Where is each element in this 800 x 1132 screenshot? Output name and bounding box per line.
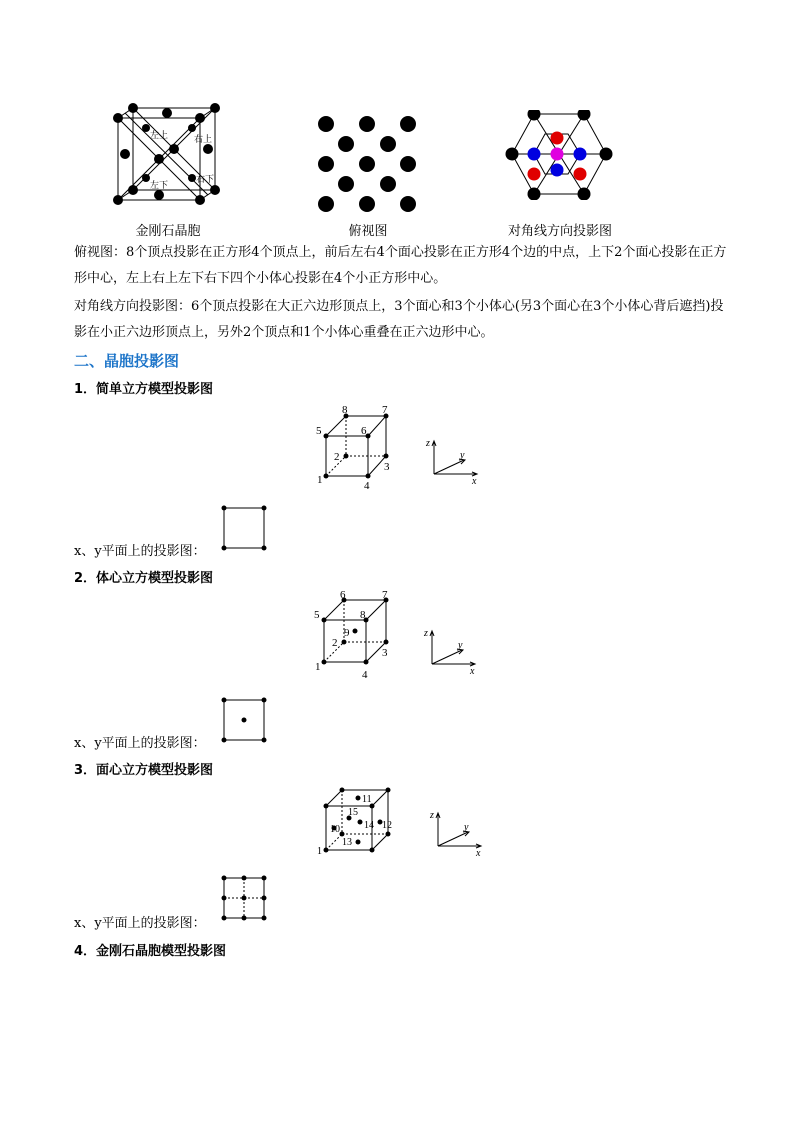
bcc-xy-label: x、y平面上的投影图：: [74, 736, 206, 751]
atom-label: 4: [364, 480, 370, 490]
atom-label: 6: [361, 425, 367, 437]
axis-label-x: x: [476, 848, 481, 856]
section-heading: 二、晶胞投影图: [74, 352, 180, 370]
atom-label: 4: [362, 669, 368, 680]
top-view-figure: [312, 112, 424, 216]
fcc-xy-projection: [218, 874, 270, 924]
diamond-section-title: 4．金刚石晶胞模型投影图: [74, 944, 227, 959]
axis-label-z: z: [426, 438, 430, 449]
diagonal-paragraph: 对角线方向投影图：6个顶点投影在大正六边形顶点上，3个面心和3个小体心(另3个面心在3个小体心背后遮挡)投影在小正六边形顶点上，另外2个顶点和1个小体心重叠在正六边形中心。: [74, 299, 724, 340]
simple-cubic-title: 1．简单立方模型投影图: [74, 382, 214, 397]
fcc-figure: [314, 782, 406, 856]
atom-label: 2: [332, 637, 338, 649]
atom-label: 3: [384, 461, 390, 473]
atom-label: 1: [317, 846, 322, 856]
atom-label: 8: [360, 609, 366, 621]
simple-cubic-figure: [314, 402, 404, 490]
atom-label: 8: [342, 404, 348, 416]
atom-label: 7: [382, 404, 388, 416]
diamond-caption: 金刚石晶胞: [135, 224, 201, 239]
fcc-xy-label: x、y平面上的投影图：: [74, 916, 206, 931]
label-upper-left: 左上: [150, 130, 169, 140]
atom-label: 3: [382, 647, 388, 659]
axis-label-y: y: [460, 450, 465, 461]
bcc-figure: [312, 590, 404, 680]
diagonal-caption: 对角线方向投影图: [507, 224, 612, 239]
axes-icon: [422, 624, 482, 674]
simple-cubic-xy-label: x、y平面上的投影图：: [74, 544, 206, 559]
bcc-title: 2．体心立方模型投影图: [74, 571, 214, 586]
top-view-caption: 俯视图: [348, 224, 388, 239]
atom-label: 1: [317, 474, 323, 486]
atom-label: 7: [382, 590, 388, 601]
atom-label: 12: [382, 820, 392, 831]
atom-label: 10: [330, 824, 340, 835]
axis-label-z: z: [424, 628, 428, 639]
atom-label: 6: [340, 590, 346, 601]
axes-icon: [428, 806, 488, 856]
label-lower-left: 左下: [150, 180, 169, 190]
atom-label: 11: [362, 794, 372, 805]
atom-label: 5: [316, 425, 322, 437]
atom-label: 1: [315, 661, 321, 673]
atom-label: 5: [314, 609, 320, 621]
atom-label: 15: [348, 807, 358, 818]
label-lower-right: 右下: [196, 174, 215, 184]
label-upper-right: 右上: [194, 134, 213, 144]
diamond-cell-figure: [108, 100, 228, 212]
atom-label: 14: [364, 820, 374, 831]
axis-label-y: y: [464, 822, 469, 833]
atom-label: 2: [334, 451, 340, 463]
axis-label-x: x: [470, 666, 475, 674]
axis-label-x: x: [472, 476, 477, 484]
atom-label: 13: [342, 837, 352, 848]
bcc-xy-projection: [218, 696, 270, 746]
axes-icon: [424, 434, 484, 484]
axis-label-z: z: [430, 810, 434, 821]
top-view-paragraph: 俯视图：8个顶点投影在正方形4个顶点上，前后左右4个面心投影在正方形4个边的中点，上下2个面心投影在正方形中心，左上右上左下右下四个小体心投影在4个小正方形中心。: [74, 245, 727, 286]
atom-label: 9: [344, 627, 350, 639]
fcc-title: 3．面心立方模型投影图: [74, 763, 214, 778]
diagonal-projection-figure: [500, 110, 616, 200]
axis-label-y: y: [458, 640, 463, 651]
simple-cubic-xy-projection: [218, 504, 270, 554]
